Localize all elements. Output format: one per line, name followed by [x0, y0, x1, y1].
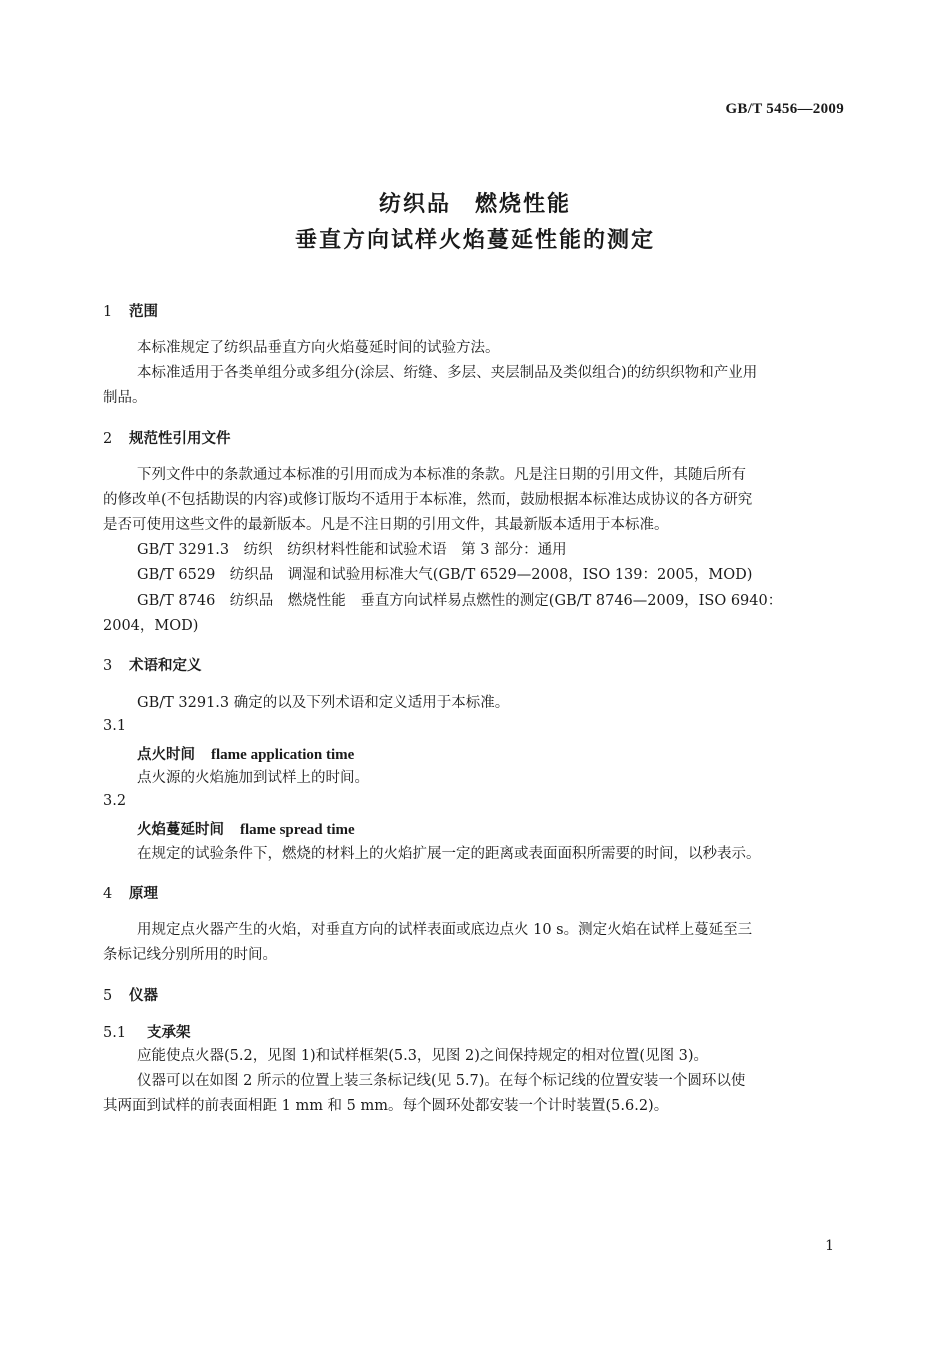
reference-gbt-3291-3: GB/T 3291.3 纺织 纺织材料性能和试验术语 第 3 部分：通用: [137, 542, 567, 558]
section-3-paragraph: GB/T 3291.3 确定的以及下列术语和定义适用于本标准。: [137, 695, 510, 711]
section-1-number: 1: [103, 304, 113, 320]
section-2-paragraph-line-1: 下列文件中的条款通过本标准的引用而成为本标准的条款。凡是注日期的引用文件，其随后所有: [137, 467, 746, 483]
term-3-1-definition: 点火源的火焰施加到试样上的时间。: [137, 770, 369, 786]
section-2-number: 2: [103, 431, 113, 447]
section-1-title: 范围: [129, 304, 158, 320]
term-3-2-english: flame spread time: [240, 822, 355, 838]
section-2-paragraph-line-3: 是否可使用这些文件的最新版本。凡是不注日期的引用文件，其最新版本适用于本标准。: [103, 517, 669, 533]
document-title-line2: 垂直方向试样火焰蔓延性能的测定: [294, 228, 655, 253]
subsection-5-1-number: 5.1: [103, 1025, 127, 1041]
reference-gbt-6529: GB/T 6529 纺织品 调湿和试验用标准大气(GB/T 6529—2008，ISO 139：2005，MOD): [137, 567, 753, 583]
section-5-title: 仪器: [129, 988, 158, 1004]
section-4-paragraph-line-2: 条标记线分别所用的时间。: [103, 947, 277, 963]
section-4-number: 4: [103, 886, 113, 902]
section-4-title: 原理: [129, 886, 158, 902]
section-4-heading: [103, 882, 158, 903]
section-1-paragraph-2-line-2: 制品。: [103, 390, 147, 406]
section-2-heading: [103, 427, 231, 448]
section-2-paragraph-line-2: 的修改单(不包括勘误的内容)或修订版均不适用于本标准，然而，鼓励根据本标准达成协议的各方研究: [103, 492, 753, 508]
section-4-paragraph-line-1: 用规定点火器产生的火焰，对垂直方向的试样表面或底边点火 10 s。测定火焰在试样上蔓延至三: [137, 922, 753, 938]
section-1-paragraph-1: 本标准规定了纺织品垂直方向火焰蔓延时间的试验方法。: [137, 340, 500, 356]
term-3-2-definition: 在规定的试验条件下，燃烧的材料上的火焰扩展一定的距离或表面面积所需要的时间，以秒表示。: [137, 846, 761, 862]
section-2-title: 规范性引用文件: [129, 431, 231, 447]
term-3-1-english: flame application time: [211, 747, 355, 763]
term-3-1-chinese: 点火时间: [137, 747, 195, 763]
subsection-5-1-heading: [103, 1021, 191, 1042]
section-1-paragraph-2-line-1: 本标准适用于各类单组分或多组分(涂层、绗缝、多层、夹层制品及类似组合)的纺织织物和产业用: [137, 365, 758, 381]
section-1-heading: [103, 300, 158, 321]
section-3-title: 术语和定义: [129, 658, 202, 674]
document-title-line1: 纺织品 燃烧性能: [378, 192, 571, 217]
subsection-5-1-paragraph-1: 应能使点火器(5.2，见图 1)和试样框架(5.3，见图 2)之间保持规定的相对位置(见图 3)。: [137, 1048, 709, 1064]
term-3-2: [137, 818, 355, 839]
term-3-1: [137, 743, 354, 764]
reference-gbt-8746-line-1: GB/T 8746 纺织品 燃烧性能 垂直方向试样易点燃性的测定(GB/T 8746—2009，ISO 6940：: [137, 593, 783, 609]
term-3-2-number: 3.2: [103, 793, 127, 809]
reference-gbt-8746-line-2: 2004，MOD): [103, 618, 199, 634]
standard-number: GB/T 5456—2009: [725, 101, 844, 117]
section-3-heading: [103, 654, 202, 675]
subsection-5-1-paragraph-2-line-2: 其两面到试样的前表面相距 1 mm 和 5 mm。每个圆环处都安装一个计时装置(5.6.2)。: [103, 1098, 669, 1114]
subsection-5-1-paragraph-2-line-1: 仪器可以在如图 2 所示的位置上装三条标记线(见 5.7)。在每个标记线的位置安装一个圆环以使: [137, 1073, 746, 1089]
subsection-5-1-title: 支承架: [147, 1025, 191, 1041]
page-number: 1: [825, 1238, 834, 1254]
section-3-number: 3: [103, 658, 113, 674]
section-5-number: 5: [103, 988, 113, 1004]
term-3-2-chinese: 火焰蔓延时间: [137, 822, 224, 838]
term-3-1-number: 3.1: [103, 718, 127, 734]
section-5-heading: [103, 984, 158, 1005]
